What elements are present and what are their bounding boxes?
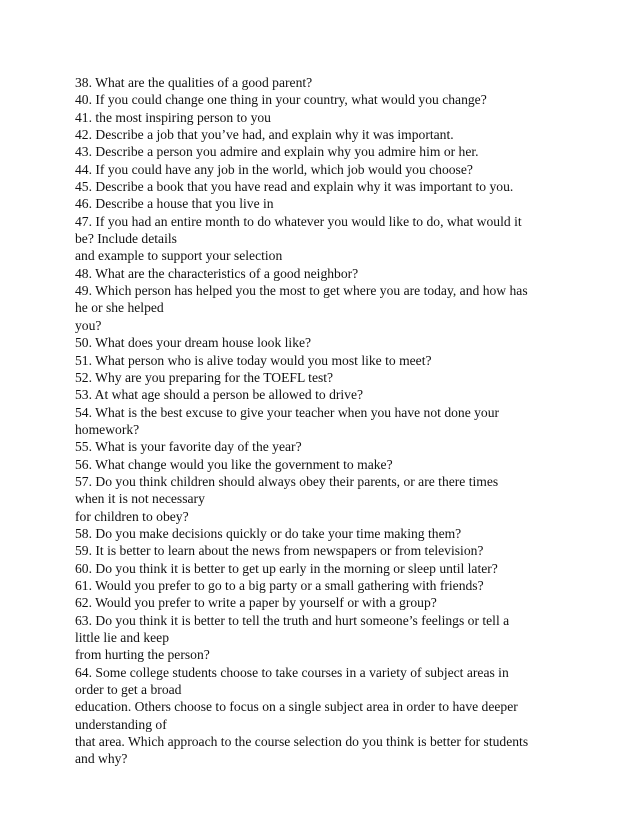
text-line: that area. Which approach to the course selection do you think is better for students <box>75 734 529 750</box>
text-line: 38. What are the qualities of a good parent? <box>75 75 313 90</box>
text-line: 43. Describe a person you admire and explain why you admire him or her. <box>75 144 479 160</box>
text-line: and why? <box>75 751 128 767</box>
question-list <box>75 74 575 768</box>
text-line: 56. What change would you like the government to make? <box>75 456 393 472</box>
text-line: for children to obey? <box>75 508 189 524</box>
text-line: 40. If you could change one thing in your country, what would you change? <box>75 92 487 108</box>
text-line: 55. What is your favorite day of the year? <box>75 439 302 455</box>
text-line: homework? <box>75 421 140 437</box>
text-line: he or she helped <box>75 300 164 316</box>
text-line: be? Include details <box>75 231 177 247</box>
text-line: 47. If you had an entire month to do whatever you would like to do, what would it <box>75 213 522 229</box>
text-line: 54. What is the best excuse to give your teacher when you have not done your <box>75 404 500 420</box>
text-line: 64. Some college students choose to take courses in a variety of subject areas in <box>75 664 509 680</box>
text-line: 46. Describe a house that you live in <box>75 196 274 212</box>
text-line: 61. Would you prefer to go to a big party or a small gathering with friends? <box>75 577 484 593</box>
text-line: understanding of <box>75 716 167 732</box>
text-line: 63. Do you think it is better to tell the truth and hurt someone’s feelings or tell a <box>75 612 510 628</box>
text-line: order to get a broad <box>75 682 182 698</box>
text-line: 48. What are the characteristics of a good neighbor? <box>75 265 359 281</box>
text-line: 57. Do you think children should always obey their parents, or are there times <box>75 473 499 489</box>
text-line: 62. Would you prefer to write a paper by yourself or with a group? <box>75 595 437 611</box>
text-line: when it is not necessary <box>75 491 205 507</box>
text-line: 52. Why are you preparing for the TOEFL test? <box>75 369 334 385</box>
text-line: 42. Describe a job that you’ve had, and explain why it was important. <box>75 127 454 143</box>
text-line: 50. What does your dream house look like? <box>75 335 312 351</box>
text-line: you? <box>75 317 102 333</box>
text-line: 51. What person who is alive today would you most like to meet? <box>75 352 432 368</box>
text-line: 58. Do you make decisions quickly or do take your time making them? <box>75 525 462 541</box>
text-line: 60. Do you think it is better to get up early in the morning or sleep until later? <box>75 560 498 576</box>
text-line: 45. Describe a book that you have read and explain why it was important to you. <box>75 179 514 195</box>
text-line: little lie and keep <box>75 630 169 645</box>
text-line: 53. At what age should a person be allowed to drive? <box>75 387 364 403</box>
text-line: 44. If you could have any job in the world, which job would you choose? <box>75 161 473 177</box>
text-line: 41. the most inspiring person to you <box>75 109 271 125</box>
text-line: 49. Which person has helped you the most to get where you are today, and how has <box>75 283 528 299</box>
text-line: education. Others choose to focus on a single subject area in order to have deeper <box>75 699 518 715</box>
text-line: from hurting the person? <box>75 647 210 663</box>
text-line: 59. It is better to learn about the news from newspapers or from television? <box>75 543 484 559</box>
text-line: and example to support your selection <box>75 248 283 264</box>
